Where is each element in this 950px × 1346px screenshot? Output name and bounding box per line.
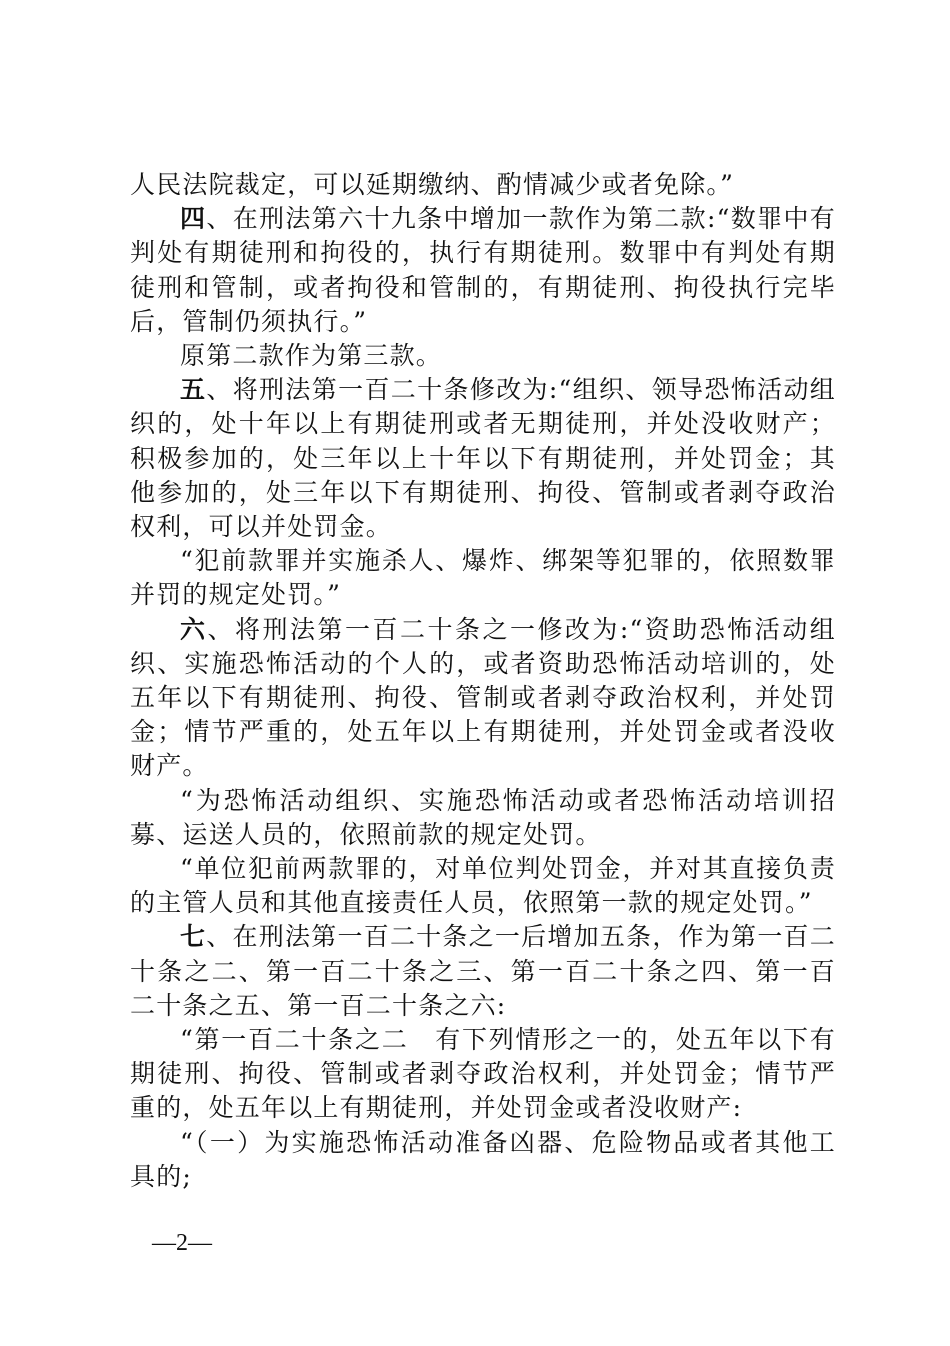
paragraph xyxy=(130,784,836,852)
paragraph xyxy=(130,339,836,373)
paragraph-item-seven xyxy=(130,920,836,1023)
paragraph xyxy=(130,168,836,202)
paragraph-text: “为恐怖活动组织、实施恐怖活动或者恐怖活动培训招募、运送人员的，依照前款的规定处罚。 xyxy=(130,785,836,849)
paragraph-item-four xyxy=(130,202,836,339)
paragraph-text: “（一）为实施恐怖活动准备凶器、危险物品或者其他工具的; xyxy=(130,1127,836,1191)
paragraph xyxy=(130,1023,836,1126)
paragraph-item-six xyxy=(130,613,836,784)
paragraph-text: 、在刑法第一百二十条之一后增加五条，作为第一百二十条之二、第一百二十条之三、第一百二十条之四、第一百二十条之五、第一百二十条之六: xyxy=(130,922,836,1020)
paragraph xyxy=(130,852,836,920)
paragraph xyxy=(130,544,836,612)
paragraph-text: “单位犯前两款罪的，对单位判处罚金，并对其直接负责的主管人员和其他直接责任人员，依照第一款的规定处罚。” xyxy=(130,854,836,918)
paragraph-text: “第一百二十条之二 有下列情形之一的，处五年以下有期徒刑、拘役、管制或者剥夺政治权利，并处罚金；情节严重的，处五年以上有期徒刑，并处罚金或者没收财产: xyxy=(130,1025,836,1123)
document-body xyxy=(130,168,836,1194)
paragraph-text: 原第二款作为第三款。 xyxy=(180,341,443,371)
paragraph-text: “犯前款罪并实施杀人、爆炸、绑架等犯罪的，依照数罪并罚的规定处罚。” xyxy=(130,546,836,610)
paragraph-text: 、在刑法第六十九条中增加一款作为第二款:“数罪中有判处有期徒刑和拘役的，执行有期徒刑。数罪中有判处有期徒刑和管制，或者拘役和管制的，有期徒刑、拘役执行完毕后，管制仍须执行。” xyxy=(130,204,836,336)
paragraph-text: 人民法院裁定，可以延期缴纳、酌情减少或者免除。” xyxy=(130,170,735,199)
paragraph-text: 、将刑法第一百二十条之一修改为:“资助恐怖活动组织、实施恐怖活动的个人的，或者资助恐怖活动培训的，处五年以下有期徒刑、拘役、管制或者剥夺政治权利，并处罚金；情节严重的，处五年以上有期徒刑，并处罚金或者没收财产。 xyxy=(130,614,836,781)
paragraph-text: 、将刑法第一百二十条修改为:“组织、领导恐怖活动组织的，处十年以上有期徒刑或者无期徒刑，并处没收财产；积极参加的，处三年以上十年以下有期徒刑，并处罚金；其他参加的，处三年以下有期徒刑、拘役、管制或者剥夺政治权利，可以并处罚金。 xyxy=(130,375,836,542)
page-number: —2— xyxy=(152,1230,212,1256)
paragraph xyxy=(130,1126,836,1194)
item-number: 五 xyxy=(180,375,207,405)
paragraph-item-five xyxy=(130,373,836,544)
item-number: 六 xyxy=(180,614,208,644)
item-number: 七 xyxy=(180,922,207,952)
item-number: 四 xyxy=(180,204,207,234)
